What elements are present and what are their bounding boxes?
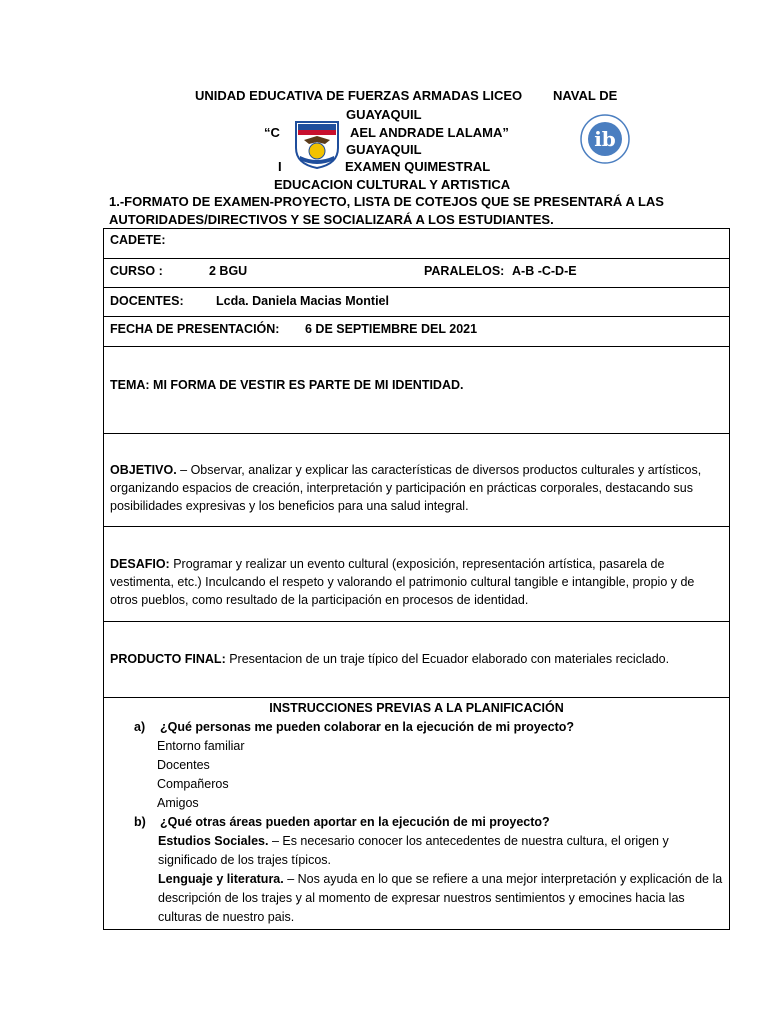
fecha-label: FECHA DE PRESENTACIÓN: [110,322,280,336]
desafio-text: Programar y realizar un evento cultural (exposición, representación artística, pasarela de vestimenta, etc.) Inculcando el respeto y valorando el patrimonio cultural tangible e intangible, propio y de otros pueblos, como resultado de la participación en procesos de identidad. [110,557,695,607]
question-a-marker: a) [134,720,146,734]
objetivo-text: – Observar, analizar y explicar las características de diversos productos culturales y artísticos, organizando espacios de creación, interpretación y participación en prácticas corporales, destacando sus posibilidades expresivas y los beneficios para una salud integral. [110,463,702,513]
area2-text: – Nos ayuda en lo que se refiere a una mejor interpretación y explicación de la descripción de los trajes y al momento de expresar nuestros sentimientos y emocines hacia las culturas de nuestro pais. [158,872,723,924]
producto-cell [104,622,730,698]
question-a: ¿Qué personas me pueden colaborar en la ejecución de mi proyecto? [160,720,575,734]
school-crest-logo [292,118,342,170]
docentes-label: DOCENTES: [110,294,184,308]
people-item: Amigos [157,796,199,810]
docentes-value: Lcda. Daniela Macias Montiel [216,294,389,308]
exam-form-table [103,228,730,930]
header-line5-left: I [278,159,282,174]
header-line1-left: UNIDAD EDUCATIVA DE FUERZAS ARMADAS LICEO [195,88,523,103]
instructions-cell [104,698,730,930]
objetivo-cell [104,434,730,527]
curso-cell [104,259,730,288]
instructions-title: INSTRUCCIONES PREVIAS A LA PLANIFICACIÓN [269,701,564,715]
header-line3-right: AEL ANDRADE LALAMA” [350,125,509,140]
tema-text: TEMA: MI FORMA DE VESTIR ES PARTE DE MI IDENTIDAD. [110,378,464,392]
producto-label: PRODUCTO FINAL: [110,652,226,666]
people-item: Docentes [157,758,210,772]
objetivo-label: OBJETIVO. [110,463,177,477]
tema-cell [104,347,730,434]
header-line3-left: “C [264,125,280,140]
people-item: Entorno familiar [157,739,245,753]
svg-text:ib: ib [594,127,616,151]
desafio-cell [104,527,730,622]
area1-text: – Es necesario conocer los antecedentes de nuestra cultura, el origen y significado de los trajes típicos. [158,834,669,867]
area-estudios-sociales [110,832,723,870]
header-line1-right: NAVAL DE [553,88,618,103]
paralelos-label: PARALELOS: [424,264,505,278]
question-b-marker: b) [134,815,146,829]
header-line4: GUAYAQUIL [346,142,422,157]
ib-logo [570,114,640,164]
desafio-label: DESAFIO: [110,557,170,571]
header-line6: EDUCACION CULTURAL Y ARTISTICA [274,177,511,192]
area1-label: Estudios Sociales. [158,834,269,848]
docentes-cell [104,288,730,317]
cadete-label: CADETE: [110,233,166,247]
area2-label: Lenguaje y literatura. [158,872,284,886]
fecha-value: 6 DE SEPTIEMBRE DEL 2021 [305,322,478,336]
producto-text: Presentacion de un traje típico del Ecuador elaborado con materiales reciclado. [225,652,670,666]
people-item: Compañeros [157,777,229,791]
fecha-cell [104,317,730,347]
cadete-cell [104,229,730,259]
header-line2: GUAYAQUIL [346,107,422,122]
curso-value: 2 BGU [209,264,248,278]
intro-text: 1.-FORMATO DE EXAMEN-PROYECTO, LISTA DE COTEJOS QUE SE PRESENTARÁ A LAS AUTORIDADES/DIRECTIVOS Y SE SOCIALIZARÁ A LOS ESTUDIANTES. [109,194,664,227]
header-line5-right: EXAMEN QUIMESTRAL [345,159,491,174]
area-lenguaje [110,870,723,927]
curso-label: CURSO : [110,264,163,278]
question-b: ¿Qué otras áreas pueden aportar en la ejecución de mi proyecto? [160,815,550,829]
paralelos-value: A-B -C-D-E [512,264,577,278]
